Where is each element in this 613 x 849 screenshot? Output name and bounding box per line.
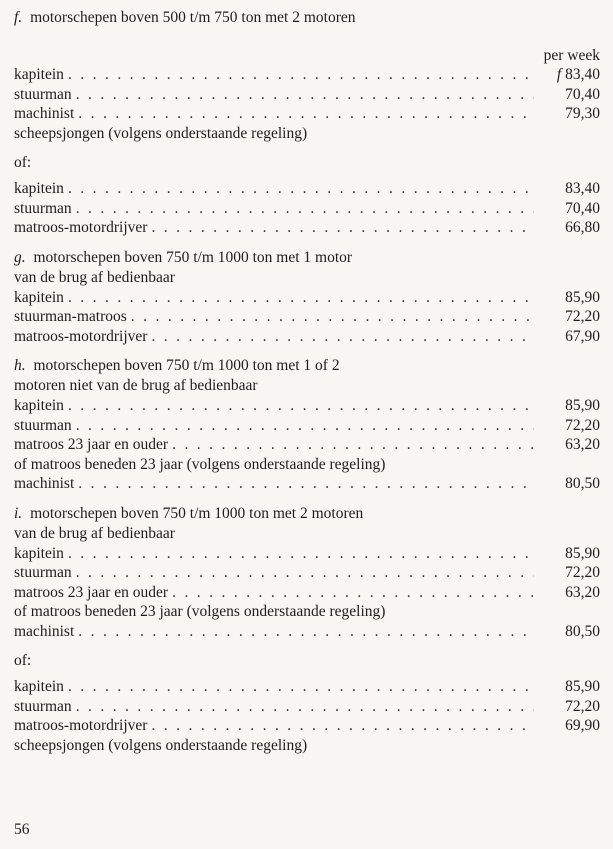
wage-row: [14, 677, 600, 697]
leader-dots: [68, 677, 534, 696]
regulation-note: scheepsjongen (volgens onderstaande regeling): [14, 124, 308, 142]
section-title-line1: motorschepen boven 750 t/m 1000 ton met 2 motoren: [30, 504, 364, 522]
wage-row: [14, 218, 600, 238]
wage-row: [14, 435, 600, 455]
leader-dots: [76, 85, 534, 104]
wage-amount: 72,20: [565, 416, 600, 434]
leader-dots: [78, 474, 534, 493]
rank-label: stuurman: [14, 199, 72, 217]
wage-amount: 72,20: [565, 564, 600, 581]
section-f: [14, 8, 600, 238]
section-title-line2: van de brug af bedienbaar: [14, 524, 175, 542]
rank-label: kapitein: [14, 66, 64, 83]
rank-label: kapitein: [14, 397, 64, 414]
wage-amount: 63,20: [565, 583, 600, 601]
leader-dots: [151, 716, 534, 735]
document-page: [14, 8, 600, 755]
wage-amount: 85,90: [565, 544, 600, 562]
alternative-label: of:: [14, 652, 32, 669]
section-heading: [14, 248, 600, 268]
section-title-line1: motorschepen boven 750 t/m 1000 ton met 1 motor: [33, 248, 353, 266]
section-heading: [14, 504, 600, 524]
section-heading: [14, 356, 600, 376]
rank-label: kapitein: [14, 288, 64, 306]
leader-dots: [68, 65, 534, 84]
page-number: 56: [14, 821, 30, 838]
rank-label: machinist: [14, 475, 75, 492]
wage-amount: 72,20: [565, 308, 600, 325]
section-letter: g.: [14, 248, 26, 266]
leader-dots: [131, 307, 534, 326]
wage-row: [14, 416, 600, 436]
wage-amount: 63,20: [565, 436, 600, 453]
wage-row: [14, 622, 600, 642]
wage-row: [14, 583, 600, 603]
wage-row: [14, 327, 600, 347]
rank-label: kapitein: [14, 678, 64, 695]
rank-label: stuurman: [14, 416, 72, 434]
wage-row: [14, 307, 600, 327]
leader-dots: [68, 179, 534, 198]
wage-row: [14, 288, 600, 308]
currency-symbol: f: [556, 66, 562, 83]
leader-dots: [68, 544, 534, 563]
wage-row: [14, 396, 600, 416]
rank-label: stuurman: [14, 697, 72, 715]
section-h: [14, 356, 600, 494]
leader-dots: [76, 416, 534, 435]
section-title: motorschepen boven 500 t/m 750 ton met 2 motoren: [30, 9, 356, 26]
leader-dots: [78, 622, 534, 641]
leader-dots: [172, 583, 534, 602]
section-letter: f.: [14, 9, 23, 26]
rank-label: stuurman: [14, 564, 72, 581]
leader-dots: [78, 104, 534, 123]
rank-label: matroos 23 jaar en ouder: [14, 436, 169, 453]
wage-row: [14, 179, 600, 199]
wage-amount: 80,50: [565, 622, 600, 640]
wage-amount: 80,50: [565, 475, 600, 492]
section-i: [14, 504, 600, 756]
wage-amount: 72,20: [565, 697, 600, 715]
section-letter: h.: [14, 357, 26, 374]
wage-amount: 70,40: [565, 199, 600, 217]
leader-dots: [76, 697, 534, 716]
wage-amount: 67,90: [565, 327, 600, 345]
rank-label: machinist: [14, 105, 75, 122]
unit-header: per week: [543, 47, 600, 64]
section-title-line2: van de brug af bedienbaar: [14, 268, 175, 286]
leader-dots: [68, 288, 534, 307]
wage-amount: 85,90: [565, 288, 600, 306]
wage-row: [14, 65, 600, 85]
section-heading: [14, 8, 600, 28]
wage-row: [14, 563, 600, 583]
wage-amount: 66,80: [565, 219, 600, 236]
wage-row: [14, 199, 600, 219]
leader-dots: [151, 218, 534, 237]
regulation-note: of matroos beneden 23 jaar (volgens onderstaande regeling): [14, 455, 386, 473]
wage-row: [14, 716, 600, 736]
rank-label: matroos-motordrijver: [14, 219, 148, 236]
leader-dots: [151, 327, 534, 346]
rank-label: kapitein: [14, 544, 64, 562]
wage-amount: 83,40: [565, 180, 600, 197]
wage-row: [14, 104, 600, 124]
wage-row: [14, 544, 600, 564]
wage-amount: 70,40: [565, 85, 600, 103]
leader-dots: [172, 435, 534, 454]
wage-value: 83,40: [565, 66, 600, 83]
section-title-line2: motoren niet van de brug af bedienbaar: [14, 377, 258, 394]
wage-amount: 85,90: [565, 678, 600, 695]
wage-row: [14, 697, 600, 717]
leader-dots: [76, 563, 534, 582]
wage-amount: 85,90: [565, 397, 600, 414]
alternative-label: of:: [14, 154, 32, 171]
wage-amount: 69,90: [565, 717, 600, 734]
leader-dots: [68, 396, 534, 415]
regulation-note: of matroos beneden 23 jaar (volgens onderstaande regeling): [14, 603, 386, 620]
section-g: [14, 248, 600, 347]
wage-row: [14, 85, 600, 105]
section-letter: i.: [14, 504, 23, 522]
wage-amount: [534, 65, 600, 84]
wage-amount: 79,30: [565, 105, 600, 122]
rank-label: machinist: [14, 622, 75, 640]
rank-label: matroos-motordrijver: [14, 327, 148, 345]
leader-dots: [76, 199, 534, 218]
rank-label: kapitein: [14, 180, 64, 197]
rank-label: stuurman: [14, 85, 72, 103]
section-title-line1: motorschepen boven 750 t/m 1000 ton met 1 of 2: [33, 357, 340, 374]
rank-label: matroos 23 jaar en ouder: [14, 583, 169, 601]
wage-row: [14, 474, 600, 494]
rank-label: matroos-motordrijver: [14, 717, 148, 734]
regulation-note: scheepsjongen (volgens onderstaande regeling): [14, 736, 308, 754]
rank-label: stuurman-matroos: [14, 308, 127, 325]
